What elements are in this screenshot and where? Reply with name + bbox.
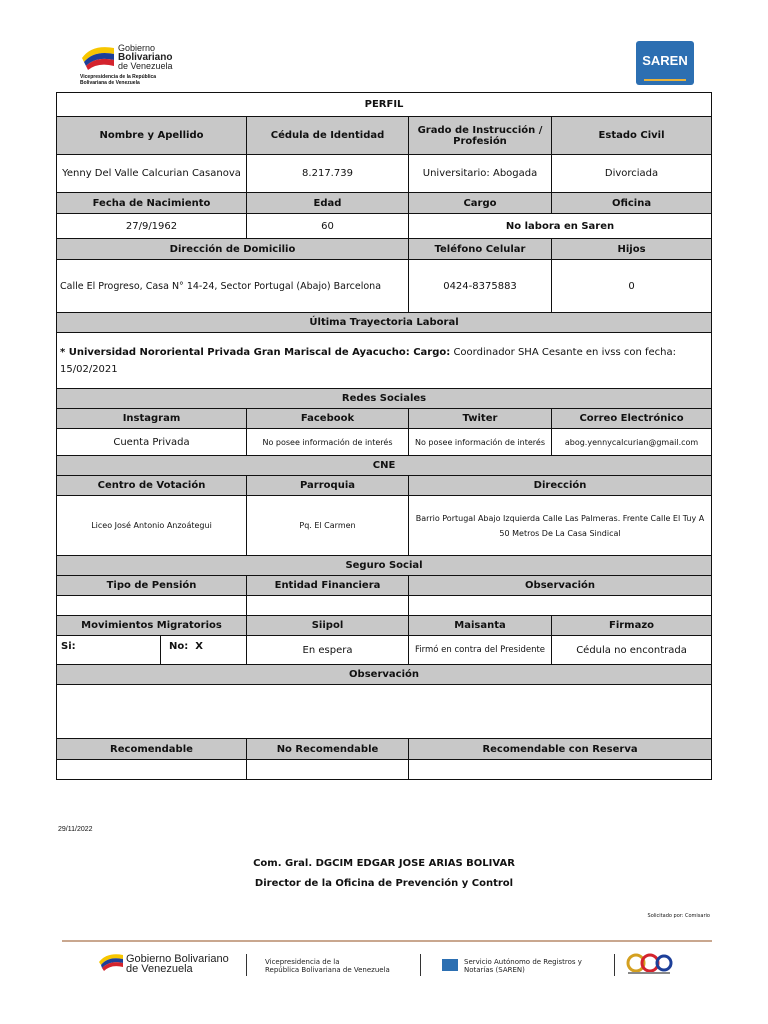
age-value: 60 (247, 214, 409, 239)
recommended-label: Recomendable (57, 739, 247, 760)
saren-logo: SAREN (636, 41, 694, 85)
financial-entity-label: Entidad Financiera (247, 576, 409, 596)
footer-divider (62, 940, 712, 942)
government-logo: Gobierno Bolivariano de Venezuela Vicepresidencia de la República Bolivariana de Venezuela (80, 43, 173, 86)
venezuela-flag-icon (98, 952, 124, 972)
venezuela-flag-icon (80, 44, 116, 72)
social-title: Redes Sociales (57, 389, 712, 409)
migration-no: No: X (169, 641, 203, 652)
email-value: abog.yennycalcurian@gmail.com (552, 429, 712, 456)
twitter-label: Twiter (409, 409, 552, 429)
firmazo-label: Firmazo (552, 616, 712, 636)
maisanta-label: Maisanta (409, 616, 552, 636)
observation-title: Observación (57, 665, 712, 685)
document-date: 29/11/2022 (58, 826, 93, 833)
civil-status-value: Divorciada (552, 155, 712, 193)
footer-separator (614, 954, 615, 976)
cne-address-value: Barrio Portugal Abajo Izquierda Calle Las Palmeras. Frente Calle El Tuy A 50 Metros De La Casa Sindical (409, 496, 712, 556)
ss-observation-label: Observación (409, 576, 712, 596)
siipol-value: En espera (247, 636, 409, 665)
footer-separator (246, 954, 247, 976)
instagram-value: Cuenta Privada (57, 429, 247, 456)
footer-vicepresidency: Vicepresidencia de la República Bolivariana de Venezuela (265, 958, 390, 974)
voting-center-value: Liceo José Antonio Anzoátegui (57, 496, 247, 556)
education-value: Universitario: Abogada (409, 155, 552, 193)
migration-value (57, 636, 247, 665)
parish-value: Pq. El Carmen (247, 496, 409, 556)
age-label: Edad (247, 193, 409, 214)
work-history-entry: * Universidad Nororiental Privada Gran Mariscal de Ayacucho: Cargo: Coordinador SHA Cesante en ivss con fecha: 15/02/2021 (57, 333, 712, 389)
bicentennial-emblem-icon (624, 952, 674, 976)
financial-entity-value (247, 596, 409, 616)
signer-title: Director de la Oficina de Prevención y Control (254, 878, 514, 889)
work-history-title: Última Trayectoria Laboral (57, 313, 712, 333)
twitter-value: No posee información de interés (409, 429, 552, 456)
profile-table (56, 92, 712, 780)
office-label: Oficina (552, 193, 712, 214)
facebook-label: Facebook (247, 409, 409, 429)
position-label: Cargo (409, 193, 552, 214)
signer-name: Com. Gral. DGCIM EDGAR JOSE ARIAS BOLIVAR (253, 858, 515, 869)
parish-label: Parroquia (247, 476, 409, 496)
bicentennial-logo (624, 952, 674, 980)
children-value: 0 (552, 260, 712, 313)
id-value: 8.217.739 (247, 155, 409, 193)
birth-value: 27/9/1962 (57, 214, 247, 239)
phone-value: 0424-8375883 (409, 260, 552, 313)
footer-gov-logo: Gobierno Bolivariano de Venezuela (98, 948, 238, 978)
address-label: Dirección de Domicilio (57, 239, 409, 260)
siipol-label: Siipol (247, 616, 409, 636)
facebook-value: No posee información de interés (247, 429, 409, 456)
migration-si: Si: (57, 636, 161, 664)
name-value: Yenny Del Valle Calcurian Casanova (57, 155, 247, 193)
profile-title: PERFIL (57, 93, 712, 117)
birth-label: Fecha de Nacimiento (57, 193, 247, 214)
observation-value (57, 685, 712, 739)
pension-type-label: Tipo de Pensión (57, 576, 247, 596)
pension-type-value (57, 596, 247, 616)
position-office-value: No labora en Saren (409, 214, 712, 239)
firmazo-value: Cédula no encontrada (552, 636, 712, 665)
recommended-value (57, 760, 247, 780)
requested-by: Solicitado por: Comisario (647, 913, 710, 919)
cne-title: CNE (57, 456, 712, 476)
recommended-reserve-value (409, 760, 712, 780)
recommended-reserve-label: Recomendable con Reserva (409, 739, 712, 760)
children-label: Hijos (552, 239, 712, 260)
saren-mini-icon (442, 959, 458, 971)
phone-label: Teléfono Celular (409, 239, 552, 260)
voting-center-label: Centro de Votación (57, 476, 247, 496)
social-security-title: Seguro Social (57, 556, 712, 576)
migration-label: Movimientos Migratorios (57, 616, 247, 636)
name-label: Nombre y Apellido (57, 117, 247, 155)
address-value: Calle El Progreso, Casa N° 14-24, Sector Portugal (Abajo) Barcelona (57, 260, 409, 313)
instagram-label: Instagram (57, 409, 247, 429)
email-label: Correo Electrónico (552, 409, 712, 429)
not-recommended-label: No Recomendable (247, 739, 409, 760)
maisanta-value: Firmó en contra del Presidente (409, 636, 552, 665)
education-label: Grado de Instrucción / Profesión (409, 117, 552, 155)
cne-address-label: Dirección (409, 476, 712, 496)
civil-status-label: Estado Civil (552, 117, 712, 155)
not-recommended-value (247, 760, 409, 780)
ss-observation-value (409, 596, 712, 616)
footer-separator (420, 954, 421, 976)
id-label: Cédula de Identidad (247, 117, 409, 155)
